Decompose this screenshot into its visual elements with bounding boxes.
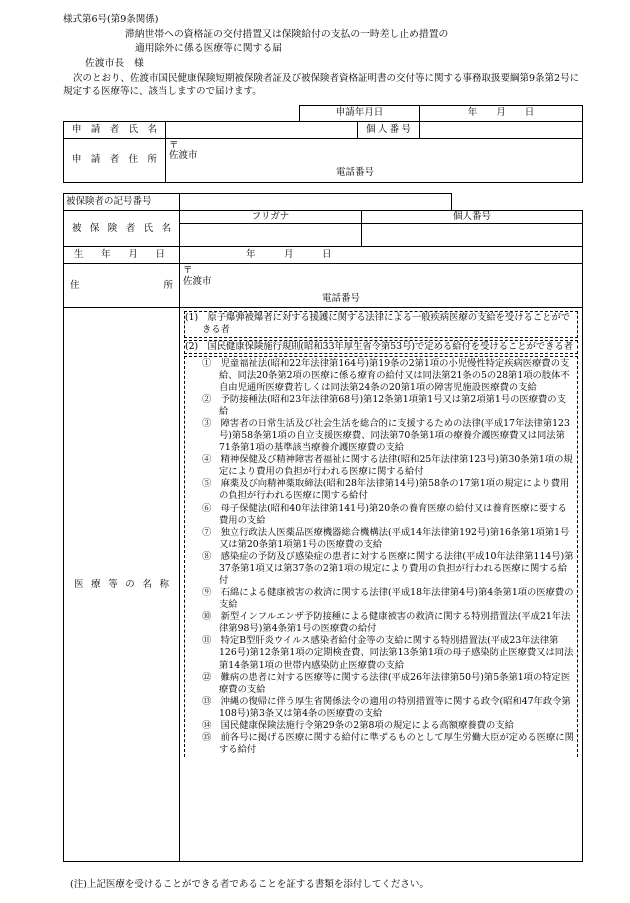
title-line-1: 滞納世帯への資格証の交付措置又は保険給付の支払の一時差し止め措置の xyxy=(125,29,449,41)
title-line-2: 適用除外に係る医療等に関する届 xyxy=(135,42,282,54)
medical-name-label: 医療等の名称 xyxy=(64,308,180,862)
insured-address-label xyxy=(64,264,180,308)
intro-text: 次のとおり、佐渡市国民健康保険短期被保険者証及び被保険者資格証明書の交付等に関する事務取扱要綱第9条第2号に規定する医療等に、該当しますので届けます。 xyxy=(63,72,580,97)
medical-item-11[interactable]: ⑪ 特定B型肝炎ウイルス感染者給付金等の支給に関する特別措置法(平成23年法律第126号)第12条第1項の定期検査費、同法第13条第1項の母子感染防止医療費又は同法第14条第1項の世帯内感染防止医療費の支給 xyxy=(202,635,574,671)
addressee: 佐渡市長 様 xyxy=(85,57,144,69)
medical-item-10[interactable]: ⑩ 新型インフルエンザ予防接種による健康被害の救済に関する特別措置法(平成21年法律第98号)第4条第1号の医療費の給付 xyxy=(202,611,571,635)
medical-item-9[interactable]: ⑨ 石綿による健康被害の救済に関する法律(平成18年法律第4号)第4条第1項の医療費の支給 xyxy=(202,587,574,611)
header-block xyxy=(63,14,593,98)
applicant-personal-number-field[interactable] xyxy=(420,122,583,139)
insured-name-label: 被保険者氏名 xyxy=(64,211,180,247)
insured-table xyxy=(63,193,583,862)
form-title xyxy=(125,28,593,54)
medical-item-13[interactable]: ⑬ 沖縄の復帰に伴う厚生省関係法令の適用の特別措置等に関する政令(昭和47年政令第108号)第3条又は第4条の医療費の支給 xyxy=(202,695,571,719)
address-label-left: 住 xyxy=(70,279,80,291)
medical-item-1[interactable]: ① 児童福祉法(昭和22年法律第164号)第19条の2第1項の小児慢性特定疾病医療費の支給、同法20条第2項の医療に係る療育の給付又は同法第21条の5の28第1項の肢体不自由児通所医療費若しくは同法第24条の20第1項の障害児施設医療費の支給 xyxy=(202,357,570,393)
insured-personal-number-label: 個人番号 xyxy=(362,211,583,224)
boxed-item-2[interactable]: (2) 国民健康保険施行規則(昭和33年厚生省令第53号)で定める給付を受けることができる者 xyxy=(184,340,578,354)
insured-city: 佐渡市 xyxy=(183,275,212,287)
insured-name-field[interactable] xyxy=(180,224,362,247)
applicant-address-field[interactable] xyxy=(166,139,583,183)
postal-mark: 〒 xyxy=(169,140,179,151)
application-date-label: 申請年月日 xyxy=(300,106,420,122)
medical-item-12[interactable]: ⑫ 難病の患者に対する医療等に関する法律(平成26年法律第50号)第5条第1項の特定医療費の支給 xyxy=(202,671,571,695)
furigana-label: フリガナ xyxy=(180,211,362,224)
applicant-city: 佐渡市 xyxy=(169,150,198,162)
applicant-phone-label: 電話番号 xyxy=(336,167,375,178)
application-date-value[interactable]: 年 月 日 xyxy=(420,106,583,122)
applicant-name-field[interactable] xyxy=(166,122,358,139)
medical-item-5[interactable]: ⑤ 麻薬及び向精神薬取締法(昭和28年法律第14号)第58条の17第1項の規定により費用の負担が行われる医療に関する給付 xyxy=(202,478,570,502)
birth-date-label: 生 年 月 日 xyxy=(64,247,180,264)
insured-symbol-number-label: 被保険者の記号番号 xyxy=(64,194,180,211)
insured-symbol-number-field[interactable] xyxy=(180,194,452,211)
address-label-right: 所 xyxy=(163,279,173,291)
applicant-name-label: 申請者氏名 xyxy=(64,122,166,139)
applicant-address-label: 申請者住所 xyxy=(64,139,166,183)
insured-personal-number-field[interactable] xyxy=(362,224,583,247)
insured-phone-label: 電話番号 xyxy=(322,293,361,305)
medical-item-3[interactable]: ③ 障害者の日常生活及び社会生活を総合的に支援するための法律(平成17年法律第123号)第58条第1項の自立支援医療費、同法第70条第1項の療養介護医療費又は同法第71条第1項の基準該当療養介護医療費の支給 xyxy=(202,417,570,454)
numbered-items xyxy=(184,356,578,758)
medical-items-cell xyxy=(180,308,583,862)
medical-item-6[interactable]: ⑥ 母子保健法(昭和40年法律第141号)第20条の養育医療の給付又は養育医療に要する費用の支給 xyxy=(202,502,567,526)
medical-item-4[interactable]: ④ 精神保健及び精神障害者福祉に関する法律(昭和25年法律第123号)第30条第1項の規定により費用の負担が行われる医療に関する給付 xyxy=(202,454,573,478)
medical-item-15[interactable]: ⑮ 前各号に掲げる医療に関する給付に準ずるものとして厚生労働大臣が定める医療に関する給付 xyxy=(202,732,574,756)
applicant-table xyxy=(63,105,583,183)
applicant-personal-number-label: 個人番号 xyxy=(358,122,420,139)
insured-postal-mark: 〒 xyxy=(183,265,193,277)
birth-date-value[interactable]: 年 月 日 xyxy=(180,247,583,264)
footer-note: (注)上記医療を受けることができる者であることを証する書類を添付してください。 xyxy=(70,879,429,890)
medical-item-14[interactable]: ⑭ 国民健康保険法施行令第29条の2第8項の規定による高額療養費の支給 xyxy=(202,719,514,731)
insured-address-field[interactable] xyxy=(180,264,583,308)
medical-item-7[interactable]: ⑦ 独立行政法人医薬品医療機器総合機構法(平成14年法律第192号)第16条第1項第1号又は第20条第1項第1号の医療費の支給 xyxy=(202,526,570,550)
form-number: 様式第6号(第9条関係) xyxy=(63,14,159,25)
boxed-item-1[interactable]: (1) 原子爆弾被爆者に対する援護に関する法律による一般疾病医療の支給を受けることができる者 xyxy=(184,311,578,337)
medical-item-2[interactable]: ② 予防接種法(昭和23年法律第68号)第12条第1項第1号又は第2項第1号の医療費の支給 xyxy=(202,393,566,417)
medical-item-8[interactable]: ⑧ 感染症の予防及び感染症の患者に対する医療に関する法律(平成10年法律第114号)第37条第1項又は第37条の2第1項の規定により費用の負担が行われる医療に関する給付 xyxy=(202,550,574,586)
